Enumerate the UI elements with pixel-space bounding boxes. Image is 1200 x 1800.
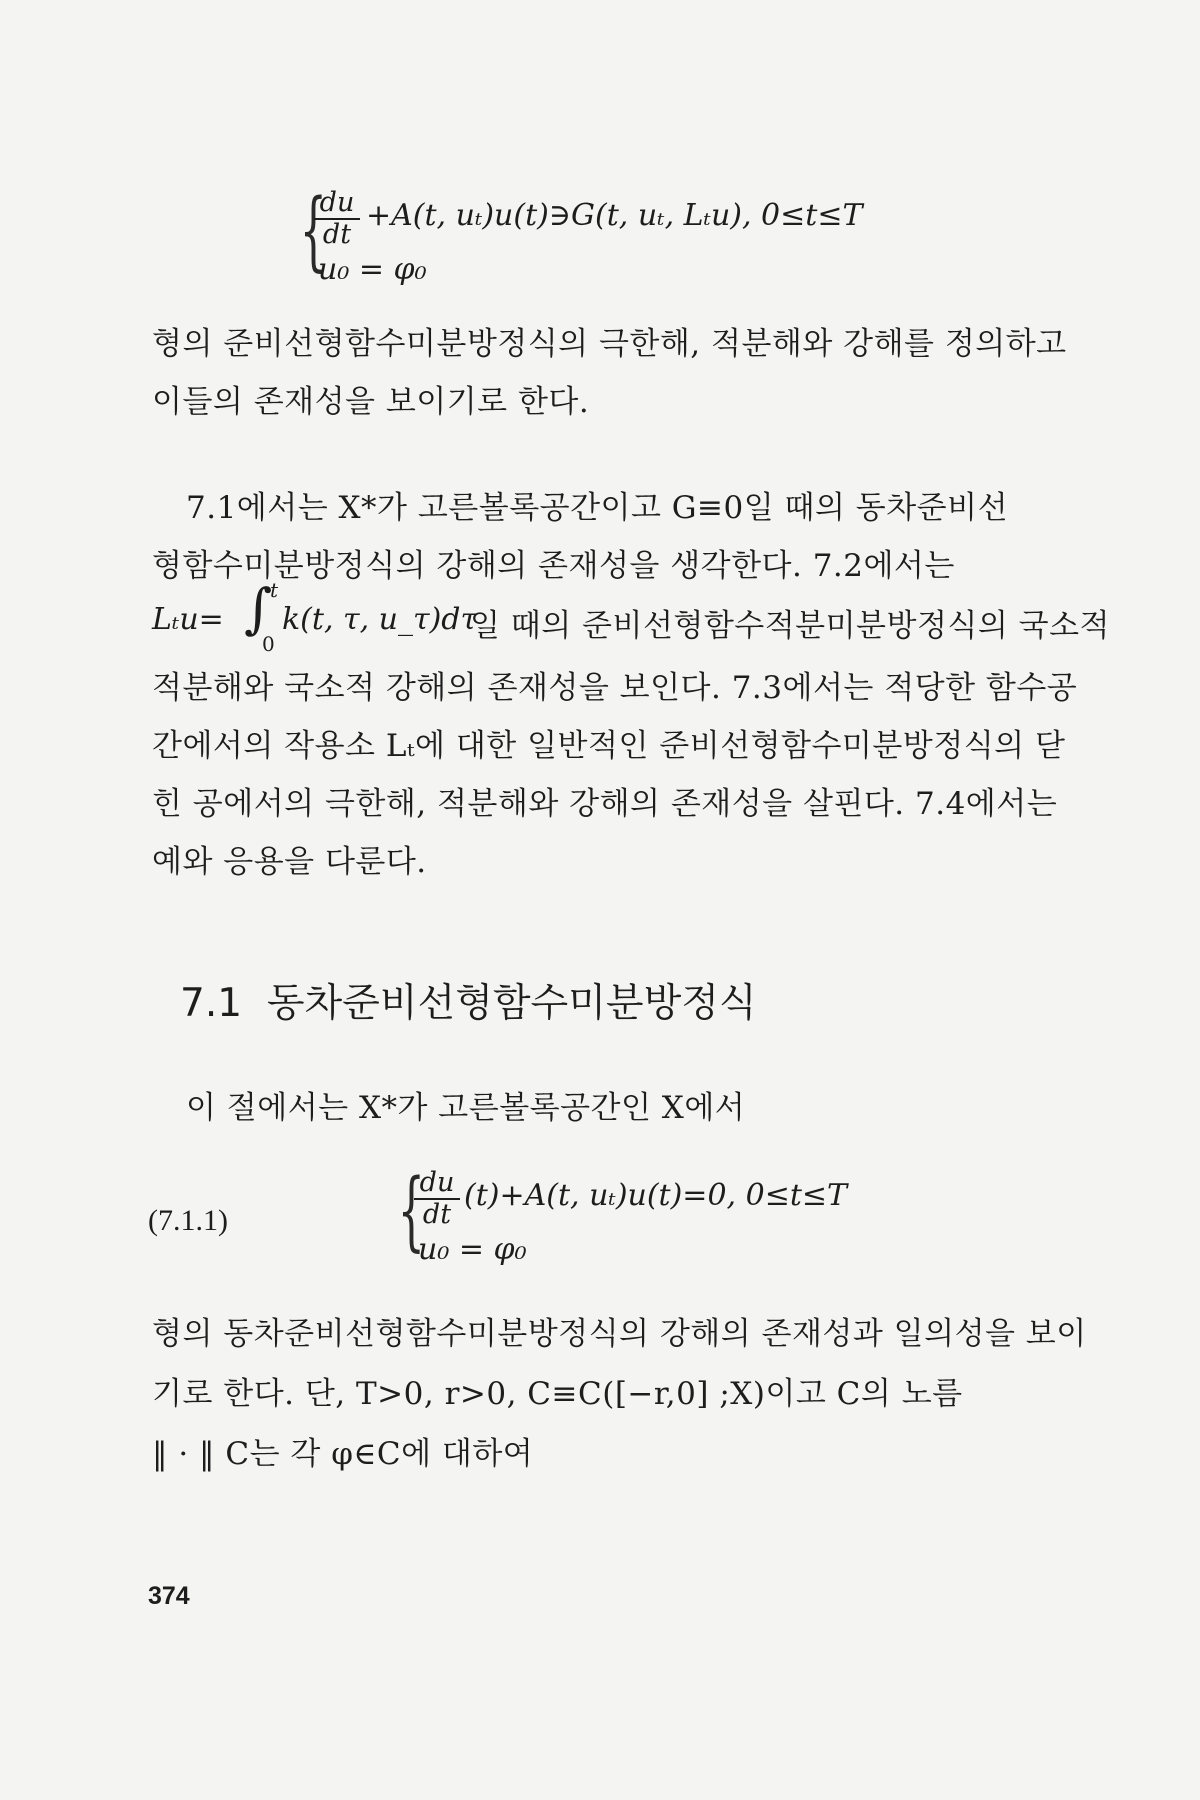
- para2-line-4: 적분해와 국소적 강해의 존재성을 보인다. 7.3에서는 적당한 함수공: [152, 670, 1078, 706]
- para2-line-5: 간에서의 작용소 Lₜ에 대한 일반적인 준비선형함수미분방정식의 닫: [152, 728, 1066, 764]
- para2-line3-rhs: k(t, τ, u_τ)dτ: [282, 602, 478, 637]
- eq-top-line1: +A(t, uₜ)u(t)∋G(t, uₜ, Lₜu), 0≤t≤T: [366, 198, 863, 233]
- section-number: 7.1: [180, 981, 243, 1026]
- para2-line-7: 예와 응용을 다룬다.: [152, 844, 427, 880]
- section-title: 동차준비선형함수미분방정식: [266, 981, 757, 1026]
- eq-711-fraction: [414, 1168, 460, 1230]
- eq-711-line2: u₀ = φ₀: [418, 1232, 527, 1267]
- para4-line-2: 기로 한다. 단, T>0, r>0, C≡C([−r,0] ;X)이고 C의 노름: [152, 1376, 963, 1412]
- integral-lower-limit: 0: [262, 632, 275, 656]
- para3-line: 이 절에서는 X*가 고른볼록공간인 X에서: [186, 1090, 746, 1126]
- eq-top-frac-den: dt: [322, 219, 352, 250]
- para2-line3-lhs: Lₜu=: [152, 602, 224, 637]
- eq-711-brace: {: [397, 1161, 426, 1261]
- para4-line-3: ‖ · ‖ C는 각 φ∈C에 대하여: [152, 1436, 534, 1472]
- equation-label: (7.1.1): [148, 1204, 228, 1237]
- section-heading: [180, 972, 757, 1028]
- eq-711-line1: (t)+A(t, uₜ)u(t)=0, 0≤t≤T: [464, 1178, 848, 1213]
- para2-line-1: 7.1에서는 X*가 고른볼록공간이고 G≡0일 때의 동차준비선: [186, 490, 1009, 526]
- para1-line-1: 형의 준비선형함수미분방정식의 극한해, 적분해와 강해를 정의하고: [152, 326, 1067, 362]
- eq-top-fraction: [314, 188, 360, 250]
- eq-top-brace: {: [299, 181, 328, 281]
- para1-line-2: 이들의 존재성을 보이기로 한다.: [152, 384, 590, 420]
- integral-upper-limit: t: [270, 578, 279, 602]
- para2-line-6: 힌 공에서의 극한해, 적분해와 강해의 존재성을 살핀다. 7.4에서는: [152, 786, 1058, 822]
- para2-line3-text: 일 때의 준비선형함수적분미분방정식의 국소적: [470, 608, 1110, 644]
- para4-line-1: 형의 동차준비선형함수미분방정식의 강해의 존재성과 일의성을 보이: [152, 1316, 1087, 1352]
- eq-top-line2: u₀ = φ₀: [318, 252, 427, 287]
- eq-711-frac-den: dt: [422, 1199, 452, 1230]
- page-number: 374: [148, 1582, 190, 1610]
- eq-711-frac-num: du: [414, 1168, 460, 1200]
- integral-sign: ∫: [244, 577, 273, 640]
- para2-line-2: 형함수미분방정식의 강해의 존재성을 생각한다. 7.2에서는: [152, 548, 955, 584]
- eq-top-frac-num: du: [314, 188, 360, 220]
